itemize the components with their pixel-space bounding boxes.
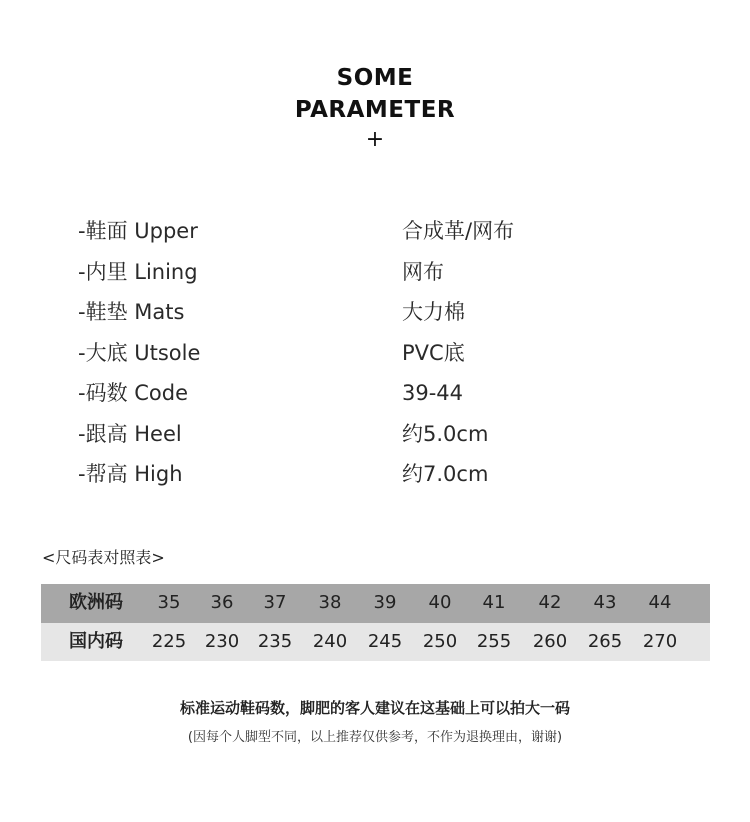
param-row-outsole [78,336,678,377]
size-cell: 230 [204,630,240,652]
size-chart-table [41,584,710,661]
size-cell: 41 [482,592,506,613]
param-label: -鞋面 Upper [78,219,198,243]
param-value: 网布 [402,259,444,284]
param-row-lining [78,255,678,296]
param-value: PVC底 [402,340,465,365]
size-cell: 260 [532,630,568,652]
param-row-high [78,457,678,498]
size-cell: 235 [257,630,293,652]
param-label: -内里 Lining [78,259,198,284]
title-line-1: SOME [336,65,414,91]
param-label: -码数 Code [78,381,189,405]
param-label: -帮高 High [78,462,183,486]
size-chart-title: <尺码表对照表> [42,548,165,567]
param-row-upper [78,214,678,255]
size-cell: 43 [593,592,617,613]
size-cell: 36 [210,592,234,613]
param-value: 39-44 [402,381,464,405]
size-advice-note: 标准运动鞋码数，脚肥的客人建议在这基础上可以拍大一码 [179,699,570,717]
size-cell: 38 [318,592,342,613]
size-cell: 265 [587,630,623,652]
param-row-heel [78,417,678,458]
size-cell: 255 [476,630,512,652]
size-disclaimer-note: (因每个人脚型不同，以上推荐仅供参考，不作为退换理由，谢谢) [187,730,563,745]
param-value: 约7.0cm [402,462,489,486]
title-line-2: PARAMETER [294,97,456,123]
size-cell: 250 [422,630,458,652]
size-cell: 270 [642,630,678,652]
param-value: 大力棉 [402,300,465,324]
size-cell: 245 [367,630,403,652]
size-cell: 39 [373,592,397,613]
param-label: -大底 Utsole [78,340,201,365]
param-value: 合成革/网布 [402,219,515,243]
size-cell: 37 [263,592,287,613]
param-row-code [78,376,678,417]
size-cell: 44 [648,592,672,613]
size-cell: 240 [312,630,348,652]
cn-size-row [41,623,710,662]
eu-size-row [41,584,710,623]
param-label: -跟高 Heel [78,421,182,446]
size-cell: 42 [538,592,562,613]
param-value: 约5.0cm [402,421,489,446]
eu-size-label: 欧洲码 [69,592,123,613]
size-cell: 35 [157,592,181,613]
param-label: -鞋垫 Mats [78,300,185,324]
size-cell: 40 [428,592,452,613]
size-cell: 225 [151,630,187,652]
cn-size-label: 国内码 [69,630,123,652]
param-row-mats [78,295,678,336]
section-header [0,62,750,154]
parameter-list [78,214,678,498]
plus-symbol: + [365,127,385,152]
